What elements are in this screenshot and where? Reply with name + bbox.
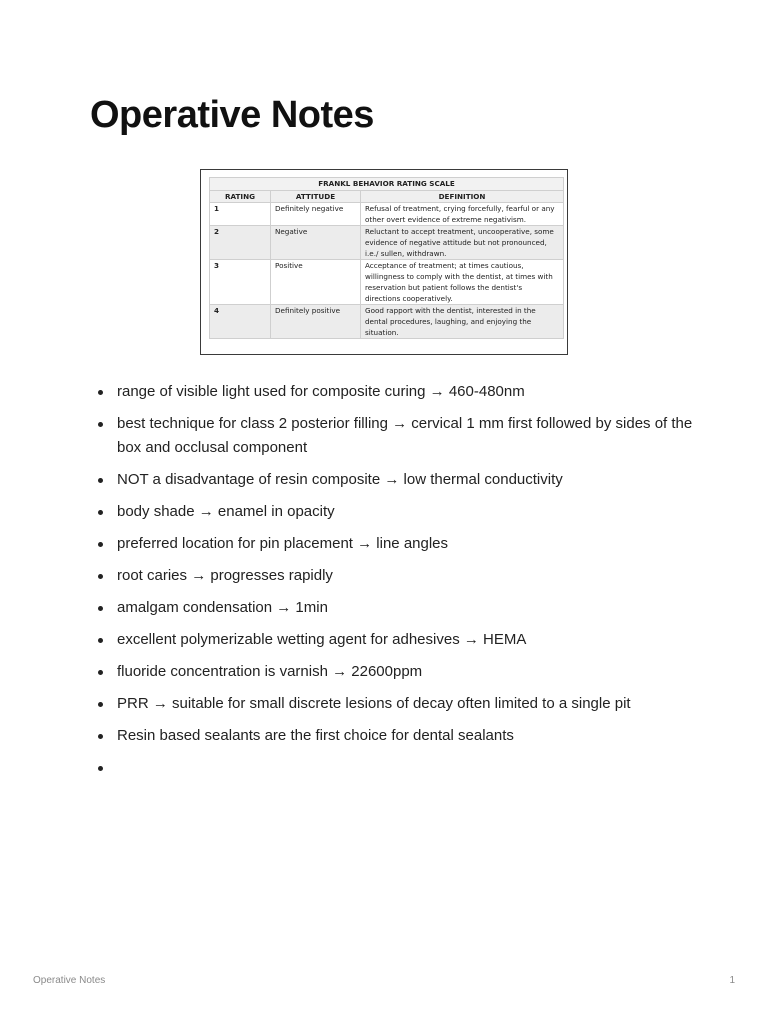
bullet-icon	[98, 510, 103, 515]
bullet-icon	[98, 574, 103, 579]
list-item	[96, 500, 696, 524]
bullet-icon	[98, 606, 103, 611]
table-row	[210, 260, 564, 305]
rating-cell: 4	[210, 305, 271, 339]
list-item	[96, 628, 696, 652]
list-item-text: preferred location for pin placement → line angles	[117, 535, 449, 552]
bullet-icon	[98, 766, 103, 771]
page-number: 1	[729, 975, 735, 986]
list-item	[96, 660, 696, 684]
table-row	[210, 226, 564, 260]
rating-cell: 1	[210, 203, 271, 226]
bullet-icon	[98, 638, 103, 643]
table-row	[210, 305, 564, 339]
list-item-text: best technique for class 2 posterior filling → cervical 1 mm first followed by sides of the box and occlusal component	[117, 415, 693, 456]
list-item	[96, 724, 696, 748]
list-item-text: amalgam condensation → 1min	[117, 599, 328, 616]
rating-cell: 2	[210, 226, 271, 260]
list-item	[96, 596, 696, 620]
list-item-text: NOT a disadvantage of resin composite → low thermal conductivity	[117, 471, 563, 488]
bullet-icon	[98, 390, 103, 395]
footer-title: Operative Notes	[33, 975, 106, 986]
list-item-text: PRR → suitable for small discrete lesions of decay often limited to a single pit	[117, 695, 631, 712]
list-item-text: fluoride concentration is varnish → 22600ppm	[117, 663, 423, 680]
definition-cell: Refusal of treatment, crying forcefully, fearful or any other overt evidence of extreme negativism.	[361, 203, 564, 226]
bullet-icon	[98, 734, 103, 739]
table-row	[210, 203, 564, 226]
column-header-attitude: ATTITUDE	[271, 191, 361, 203]
page-title: Operative Notes	[90, 94, 374, 136]
column-header-rating: RATING	[210, 191, 271, 203]
list-item	[96, 532, 696, 556]
list-item	[96, 412, 696, 460]
definition-cell: Acceptance of treatment; at times cautious, willingness to comply with the dentist, at times with reservation but patient follows the dentist's directions cooperatively.	[361, 260, 564, 305]
column-header-definition: DEFINITION	[361, 191, 564, 203]
definition-cell: Good rapport with the dentist, interested in the dental procedures, laughing, and enjoying the situation.	[361, 305, 564, 339]
list-item	[96, 380, 696, 404]
definition-cell: Reluctant to accept treatment, uncooperative, some evidence of negative attitude but not pronounced, i.e./ sullen, withdrawn.	[361, 226, 564, 260]
table-caption: FRANKL BEHAVIOR RATING SCALE	[210, 178, 564, 191]
list-item-text: root caries → progresses rapidly	[117, 567, 333, 584]
list-item	[96, 692, 696, 716]
frankl-behavior-table	[209, 177, 564, 339]
bullet-icon	[98, 422, 103, 427]
bullet-icon	[98, 478, 103, 483]
list-item	[96, 468, 696, 492]
list-item	[96, 564, 696, 588]
bullet-icon	[98, 702, 103, 707]
rating-cell: 3	[210, 260, 271, 305]
list-item-text: body shade → enamel in opacity	[117, 503, 335, 520]
attitude-cell: Positive	[271, 260, 361, 305]
list-item-text: Resin based sealants are the first choice for dental sealants	[117, 727, 514, 744]
frankl-scale-image	[200, 169, 568, 355]
list-item-text: range of visible light used for composite curing → 460-480nm	[117, 383, 525, 400]
attitude-cell: Definitely positive	[271, 305, 361, 339]
bullet-icon	[98, 542, 103, 547]
attitude-cell: Negative	[271, 226, 361, 260]
attitude-cell: Definitely negative	[271, 203, 361, 226]
bullet-icon	[98, 670, 103, 675]
list-item-text: excellent polymerizable wetting agent for adhesives → HEMA	[117, 631, 527, 648]
list-item-empty	[96, 756, 696, 780]
notes-list	[96, 380, 696, 788]
